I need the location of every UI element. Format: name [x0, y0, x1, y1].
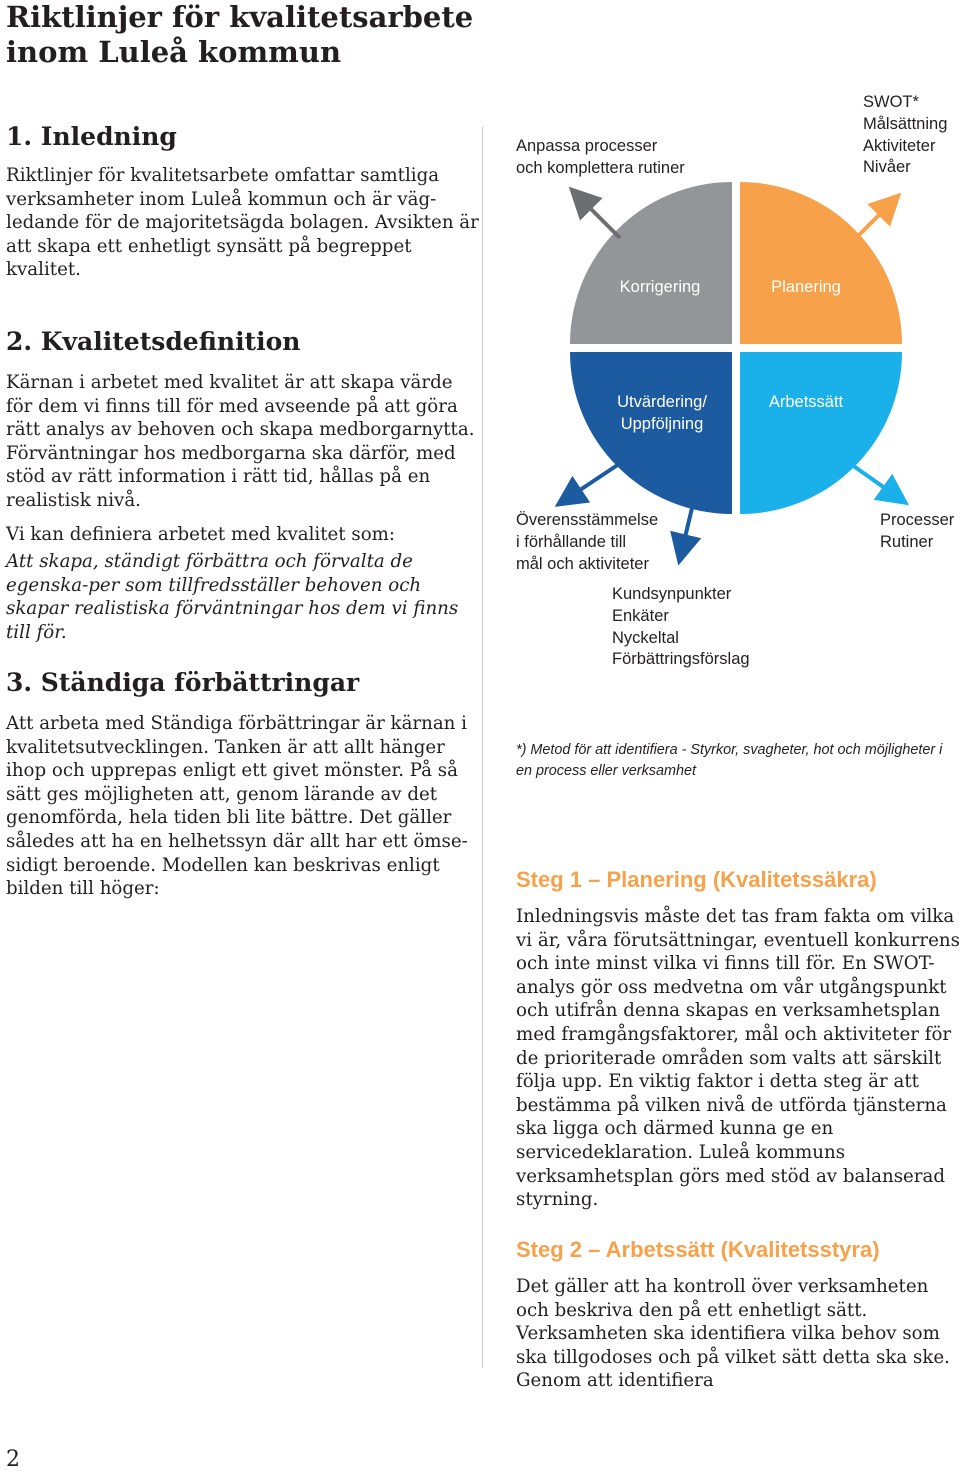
label-anpassa-processer: [516, 136, 736, 180]
label-tr-line2: Målsättning: [863, 114, 948, 133]
arrow-utvardering-left: [568, 462, 622, 498]
text-definition-p1: Kärnan i arbetet med kvalitet är att skapa värde för dem vi finns till för med avseende på att göra rätt analys av behoven och skapa medborgarnytta. Förväntningar hos medborgarna ska därför, med stöd av rätt information i rätt tid, hållas på en realistisk nivå.: [6, 372, 475, 511]
label-tr-line1: SWOT*: [863, 93, 919, 111]
label-bottom-line2: Enkäter: [612, 606, 669, 625]
section-inledning: [6, 122, 480, 282]
label-bl-line1: Överensstämmelse: [516, 511, 659, 529]
label-bl-line2: i förhållande till: [516, 532, 627, 551]
label-tr-line3: Aktiviteter: [863, 136, 936, 155]
quadrant-label-planering: Planering: [771, 278, 841, 296]
label-kundsynpunkter: [612, 584, 812, 671]
quadrant-label-arbetssatt: Arbetssätt: [768, 393, 844, 411]
quadrant-korrigering: [570, 182, 732, 344]
text-forbattringar: Att arbeta med Ständiga förbättringar är kärnan i kvalitetsutvecklingen. Tanken är att allt hänger ihop och upprepas enligt ett givet mönster. På så sätt ges möjligheten att, genom lärande av det genomförda, hela tiden bli lite bättre. Det gäller således att ha en helhetssyn där allt har ett ömse-sidigt beroende. Modellen kan beskrivas enligt bilden till höger:: [6, 713, 468, 900]
text-definition-quote: Att skapa, ständigt förbättra och förvalta de egenska-per som tillfredsställer behoven och skapar realistiska förväntningar hos dem vi finns till för.: [6, 551, 459, 643]
quadrant-label-utvardering: [602, 392, 722, 436]
label-br-line2: Rutiner: [880, 532, 934, 551]
label-bottom-line1: Kundsynpunkter: [612, 585, 732, 603]
pdca-diagram: [484, 84, 960, 684]
label-overensstammelse: [516, 510, 696, 575]
swot-footnote: *) Metod för att identifiera - Styrkor, svagheter, hot och möjligheter i en process eller verksamhet: [516, 742, 943, 779]
heading-steg-2: Steg 2 – Arbetssätt (Kvalitetsstyra): [516, 1237, 880, 1262]
label-bl-line3: mål och aktiviteter: [516, 554, 649, 573]
arrow-planering: [856, 204, 890, 238]
label-tl-line1: Anpassa processer: [516, 137, 658, 155]
heading-kvalitetsdefinition: 2. Kvalitetsdefinition: [6, 327, 301, 356]
text-steg-2: Det gäller att ha kontroll över verksamheten och beskriva den på ett enhetligt sätt. Verksamheten ska identifiera vilka behov som ska tillgodoses och på vilket sätt detta ska ske. Genom att identifiera: [516, 1276, 950, 1392]
quadrant-label-utvardering-line1: Utvärdering/: [617, 393, 707, 411]
column-divider: [482, 127, 483, 1368]
quadrant-planering: [740, 182, 902, 344]
page-number: 2: [6, 1447, 20, 1472]
arrow-korrigering: [580, 198, 620, 238]
quadrant-label-utvardering-line2: Uppföljning: [620, 414, 704, 433]
label-tl-line2: och komplettera rutiner: [516, 158, 685, 177]
quadrant-label-korrigering: Korrigering: [619, 278, 701, 296]
heading-steg-1: Steg 1 – Planering (Kvalitetssäkra): [516, 867, 877, 892]
document-title: Riktlinjer för kvalitetsarbete inom Luleå kommun: [6, 0, 474, 69]
label-bottom-line4: Förbättringsförslag: [612, 650, 750, 669]
label-bottom-line3: Nyckeltal: [612, 628, 679, 647]
text-steg-1: Inledningsvis måste det tas fram fakta om vilka vi är, våra förutsättningar, eventuell konkurrens och inte minst vilka vi finns till för. En SWOT-analys gör oss medvetna om vår utgångspunkt och utifrån denna skapas en verksamhetsplan med framgångsfaktorer, mål och aktiviteter för de prioriterade områden som valts att särskilt följa upp. En viktig faktor i detta steg är att bestämma på vilken nivå de utförda tjänsterna ska ligga och därmed kunna ge en servicedeklaration. Luleå kommuns verksamhetsplan görs med stöd av balanserad styrning.: [516, 906, 960, 1211]
section-standiga-forbattringar: [6, 668, 480, 901]
heading-standiga-forbattringar: 3. Ständiga förbättringar: [6, 668, 360, 697]
label-br-line1: Processer: [880, 511, 955, 529]
quadrant-arbetssatt: [740, 352, 902, 514]
label-tr-line4: Nivåer: [863, 158, 911, 177]
section-kvalitetsdefinition: [6, 327, 480, 645]
heading-inledning: 1. Inledning: [6, 122, 177, 151]
text-inledning: Riktlinjer för kvalitetsarbete omfattar samtliga verksamheter inom Luleå kommun och är väg-ledande för de majoritetsägda bolagen. Avsikten är att skapa ett enhetligt synsätt på begreppet kvalitet.: [6, 165, 479, 281]
arrow-arbetssatt: [848, 462, 896, 496]
text-definition-p2: Vi kan definiera arbetet med kvalitet som:: [6, 523, 396, 545]
label-processer: [880, 510, 960, 554]
label-swot: [863, 92, 960, 179]
